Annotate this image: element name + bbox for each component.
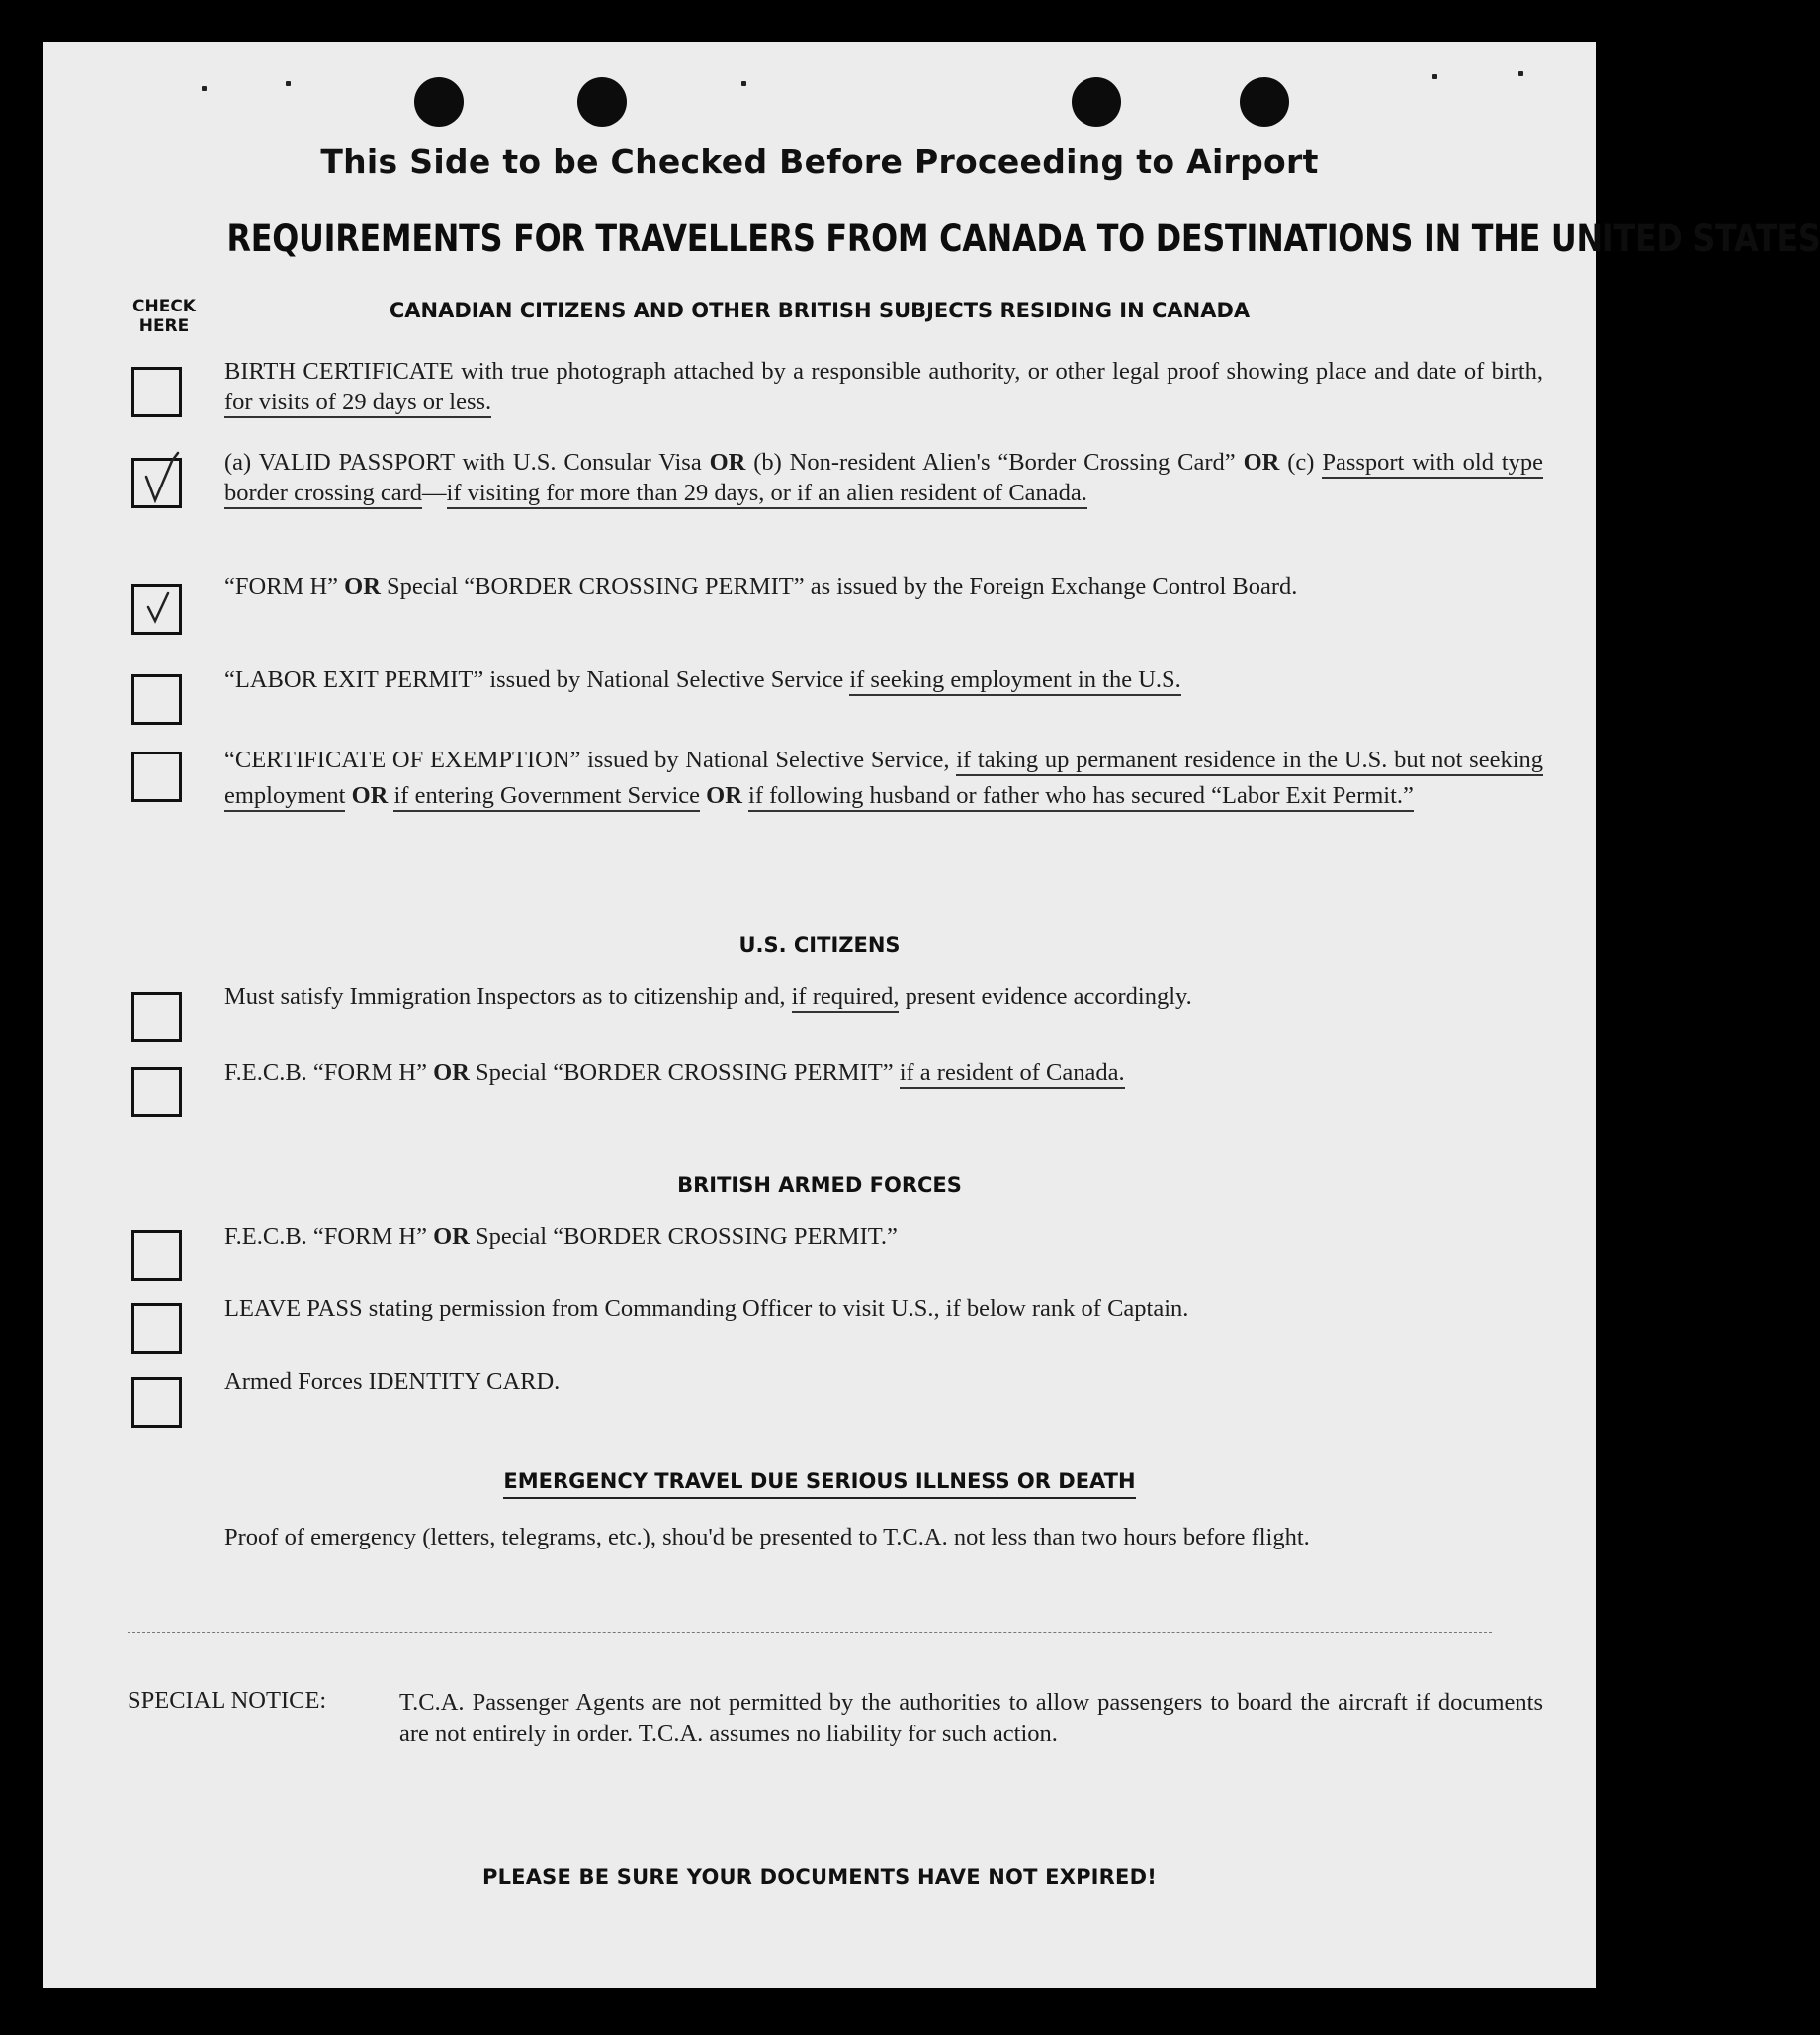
item-british-form-h: F.E.C.B. “FORM H” OR Special “BORDER CROSSING PERMIT.”	[224, 1223, 898, 1250]
checkbox-valid-passport[interactable]	[131, 458, 182, 508]
section-title-us: U.S. CITIZENS	[738, 933, 901, 957]
speck	[1518, 71, 1523, 76]
checkbox-us-form-h[interactable]	[131, 1067, 182, 1117]
item-birth-certificate: BIRTH CERTIFICATE with true photograph attached by a responsible authority, or other legal proof showing place and date of birth, for visits of 29 days or less.	[224, 356, 1543, 417]
checkbox-us-citizenship[interactable]	[131, 992, 182, 1042]
special-notice-text: T.C.A. Passenger Agents are not permitted by the authorities to allow passengers to board the aircraft if documents are not entirely in order. T.C.A. assumes no liability for such action.	[399, 1689, 1543, 1747]
section-title-british: BRITISH ARMED FORCES	[677, 1173, 962, 1196]
checkbox-birth-certificate[interactable]	[131, 367, 182, 417]
speck	[1432, 74, 1437, 79]
item-labor-exit-permit: “LABOR EXIT PERMIT” issued by National Selective Service if seeking employment in the U.S.	[224, 664, 1543, 695]
page-subtitle: This Side to be Checked Before Proceeding to Airport	[320, 142, 1319, 181]
section-title-canadian: CANADIAN CITIZENS AND OTHER BRITISH SUBJECTS RESIDING IN CANADA	[389, 299, 1251, 322]
divider	[128, 1632, 1492, 1633]
punch-hole-icon	[577, 77, 627, 127]
check-here-label: CHECK HERE	[132, 297, 196, 336]
item-valid-passport: (a) VALID PASSPORT with U.S. Consular Visa OR (b) Non-resident Alien's “Border Crossing Card” OR (c) Passport with old type border crossing card—if visiting for more than 29 days, or if an alien resident of Canada.	[224, 447, 1543, 508]
section-title-emergency: EMERGENCY TRAVEL DUE SERIOUS ILLNESS OR DEATH	[43, 1469, 1596, 1493]
checkbox-leave-pass[interactable]	[131, 1303, 182, 1354]
item-form-h: “FORM H” OR Special “BORDER CROSSING PERMIT” as issued by the Foreign Exchange Control Board.	[224, 574, 1298, 600]
checkbox-identity-card[interactable]	[131, 1377, 182, 1428]
item-certificate-exemption: “CERTIFICATE OF EXEMPTION” issued by National Selective Service, if taking up permanent residence in the U.S. but not seeking employment OR if entering Government Service OR if following husband or father who has secured “Labor Exit Permit.”	[224, 743, 1543, 814]
emergency-text: Proof of emergency (letters, telegrams, etc.), shou'd be presented to T.C.A. not less than two hours before flight.	[224, 1524, 1310, 1550]
item-us-citizenship: Must satisfy Immigration Inspectors as to citizenship and, if required, present evidence accordingly.	[224, 981, 1543, 1012]
speck	[286, 81, 291, 86]
special-notice-label: SPECIAL NOTICE:	[128, 1687, 327, 1714]
punch-hole-icon	[1072, 77, 1121, 127]
checkbox-form-h[interactable]	[131, 584, 182, 635]
checkbox-british-form-h[interactable]	[131, 1230, 182, 1281]
item-identity-card: Armed Forces IDENTITY CARD.	[224, 1369, 561, 1395]
checkbox-certificate-exemption[interactable]	[131, 752, 182, 802]
checkmark-icon	[134, 587, 185, 638]
item-leave-pass: LEAVE PASS stating permission from Commanding Officer to visit U.S., if below rank of Captain.	[224, 1295, 1189, 1322]
page-title: REQUIREMENTS FOR TRAVELLERS FROM CANADA TO DESTINATIONS IN THE UNITED STATES	[226, 218, 1820, 260]
speck	[741, 81, 746, 86]
checkbox-labor-exit-permit[interactable]	[131, 674, 182, 725]
footer-warning: PLEASE BE SURE YOUR DOCUMENTS HAVE NOT EXPIRED!	[481, 1865, 1158, 1889]
document-page	[43, 42, 1820, 1988]
punch-hole-icon	[1240, 77, 1289, 127]
checkmark-icon	[134, 461, 185, 511]
punch-hole-icon	[414, 77, 464, 127]
speck	[202, 86, 207, 91]
item-us-form-h: F.E.C.B. “FORM H” OR Special “BORDER CROSSING PERMIT” if a resident of Canada.	[224, 1057, 1543, 1088]
